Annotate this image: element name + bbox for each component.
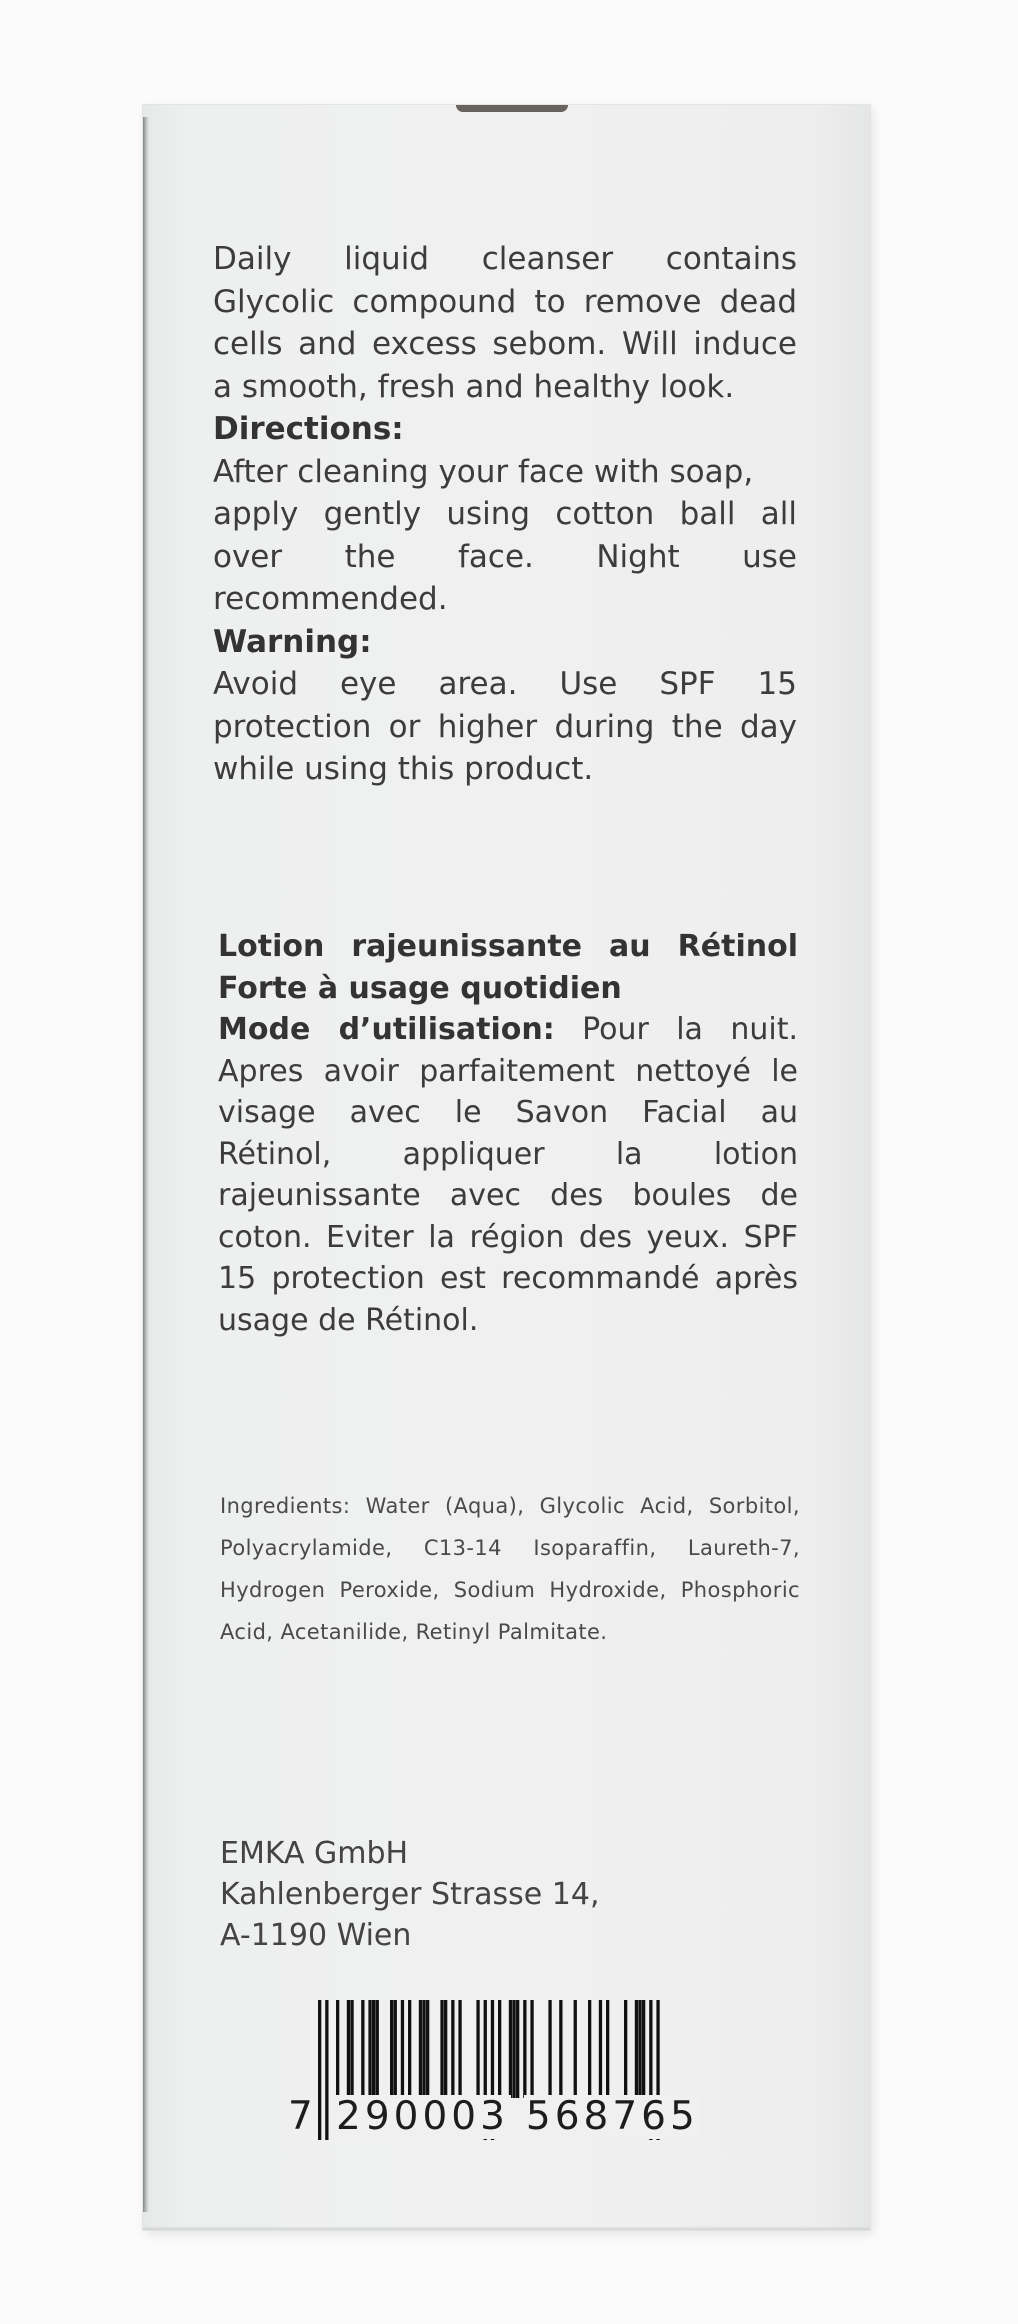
- box-top-tab: [456, 105, 568, 112]
- barcode-bar: [512, 2000, 515, 2098]
- barcode-bar: [559, 2000, 562, 2098]
- address-line-2: Kahlenberger Strasse 14,: [220, 1877, 600, 1912]
- barcode-bar: [574, 2000, 577, 2098]
- box-left-edge: [143, 117, 149, 2212]
- barcode-bar: [347, 2000, 350, 2098]
- barcode-bar: [390, 2000, 393, 2098]
- directions-line-1: After cleaning your face with soap,: [213, 453, 754, 490]
- barcode-bar: [606, 2000, 609, 2098]
- barcode-bar: [548, 2000, 551, 2098]
- directions-heading: Directions:: [213, 411, 404, 447]
- barcode-bar: [444, 2000, 447, 2098]
- barcode-bar: [635, 2000, 638, 2098]
- french-title: Lotion rajeunissante au Rétinol Forte à usage quotidien: [218, 929, 798, 1006]
- manufacturer-address: [220, 1833, 600, 1956]
- barcode-bar: [408, 2000, 411, 2098]
- warning-text: Avoid eye area. Use SPF 15 protection or higher during the day while using this product.: [213, 666, 797, 787]
- barcode-bar: [394, 2000, 397, 2098]
- barcode-bar: [401, 2000, 404, 2098]
- barcode-bar: [336, 2000, 339, 2098]
- mode-heading: Mode d’utilisation:: [218, 1012, 555, 1047]
- barcode-bar: [599, 2000, 602, 2098]
- barcode-bar: [458, 2000, 461, 2098]
- barcode-bar: [530, 2000, 533, 2098]
- barcode-bar: [476, 2000, 479, 2098]
- barcode-bar: [509, 2000, 512, 2098]
- barcode-bar: [516, 2000, 519, 2098]
- barcode-bar: [419, 2000, 422, 2098]
- barcode-bar: [642, 2000, 645, 2098]
- english-section: [213, 238, 797, 791]
- barcode-bar: [368, 2000, 371, 2098]
- french-mode-paragraph: [218, 1009, 798, 1341]
- barcode-bar: [638, 2000, 641, 2098]
- barcode-bar: [523, 2000, 526, 2098]
- directions-line-2: apply gently using cotton ball all over the face. Night use recommended.: [213, 496, 797, 617]
- warning-heading: Warning:: [213, 623, 372, 660]
- barcode-bar: [624, 2000, 627, 2098]
- barcode-bar: [588, 2000, 591, 2098]
- barcode-bar: [372, 2000, 375, 2098]
- barcode-bar: [361, 2000, 364, 2098]
- barcode-bar: [451, 2000, 454, 2098]
- barcode-group-2: 568765: [525, 2094, 699, 2139]
- mode-text: Pour la nuit. Apres avoir parfaitement nettoyé le visage avec le Savon Facial au Rétinol, appliquer la lotion rajeunissante avec des boules de coton. Eviter la région des yeux. SPF 15 protection est recommandé après usage de Rétinol.: [218, 1012, 798, 1338]
- barcode-bar: [376, 2000, 379, 2098]
- barcode-first-digit: 7: [288, 2094, 317, 2139]
- barcode-bar: [422, 2000, 425, 2098]
- barcode-group-1: 290003: [336, 2094, 509, 2139]
- barcode-bar: [426, 2000, 429, 2098]
- barcode-number: [288, 2095, 728, 2139]
- french-section: [218, 926, 798, 1341]
- address-line-3: A-1190 Wien: [220, 1918, 412, 1953]
- barcode-bar: [498, 2000, 501, 2098]
- barcode-bar: [350, 2000, 353, 2098]
- barcode-bar: [440, 2000, 443, 2098]
- ingredients-text: Ingredients: Water (Aqua), Glycolic Acid, Sorbitol, Polyacrylamide, C13-14 Isoparaffin, Laureth-7, Hydrogen Peroxide, Sodium Hydroxide, Phosphoric Acid, Acetanilide, Retinyl Palmitate.: [220, 1494, 800, 1644]
- description-text: Daily liquid cleanser contains Glycolic compound to remove dead cells and excess sebom. Will induce a smooth, fresh and healthy look.: [213, 241, 797, 405]
- box-bottom-edge: [143, 2226, 870, 2230]
- address-line-1: EMKA GmbH: [220, 1836, 409, 1871]
